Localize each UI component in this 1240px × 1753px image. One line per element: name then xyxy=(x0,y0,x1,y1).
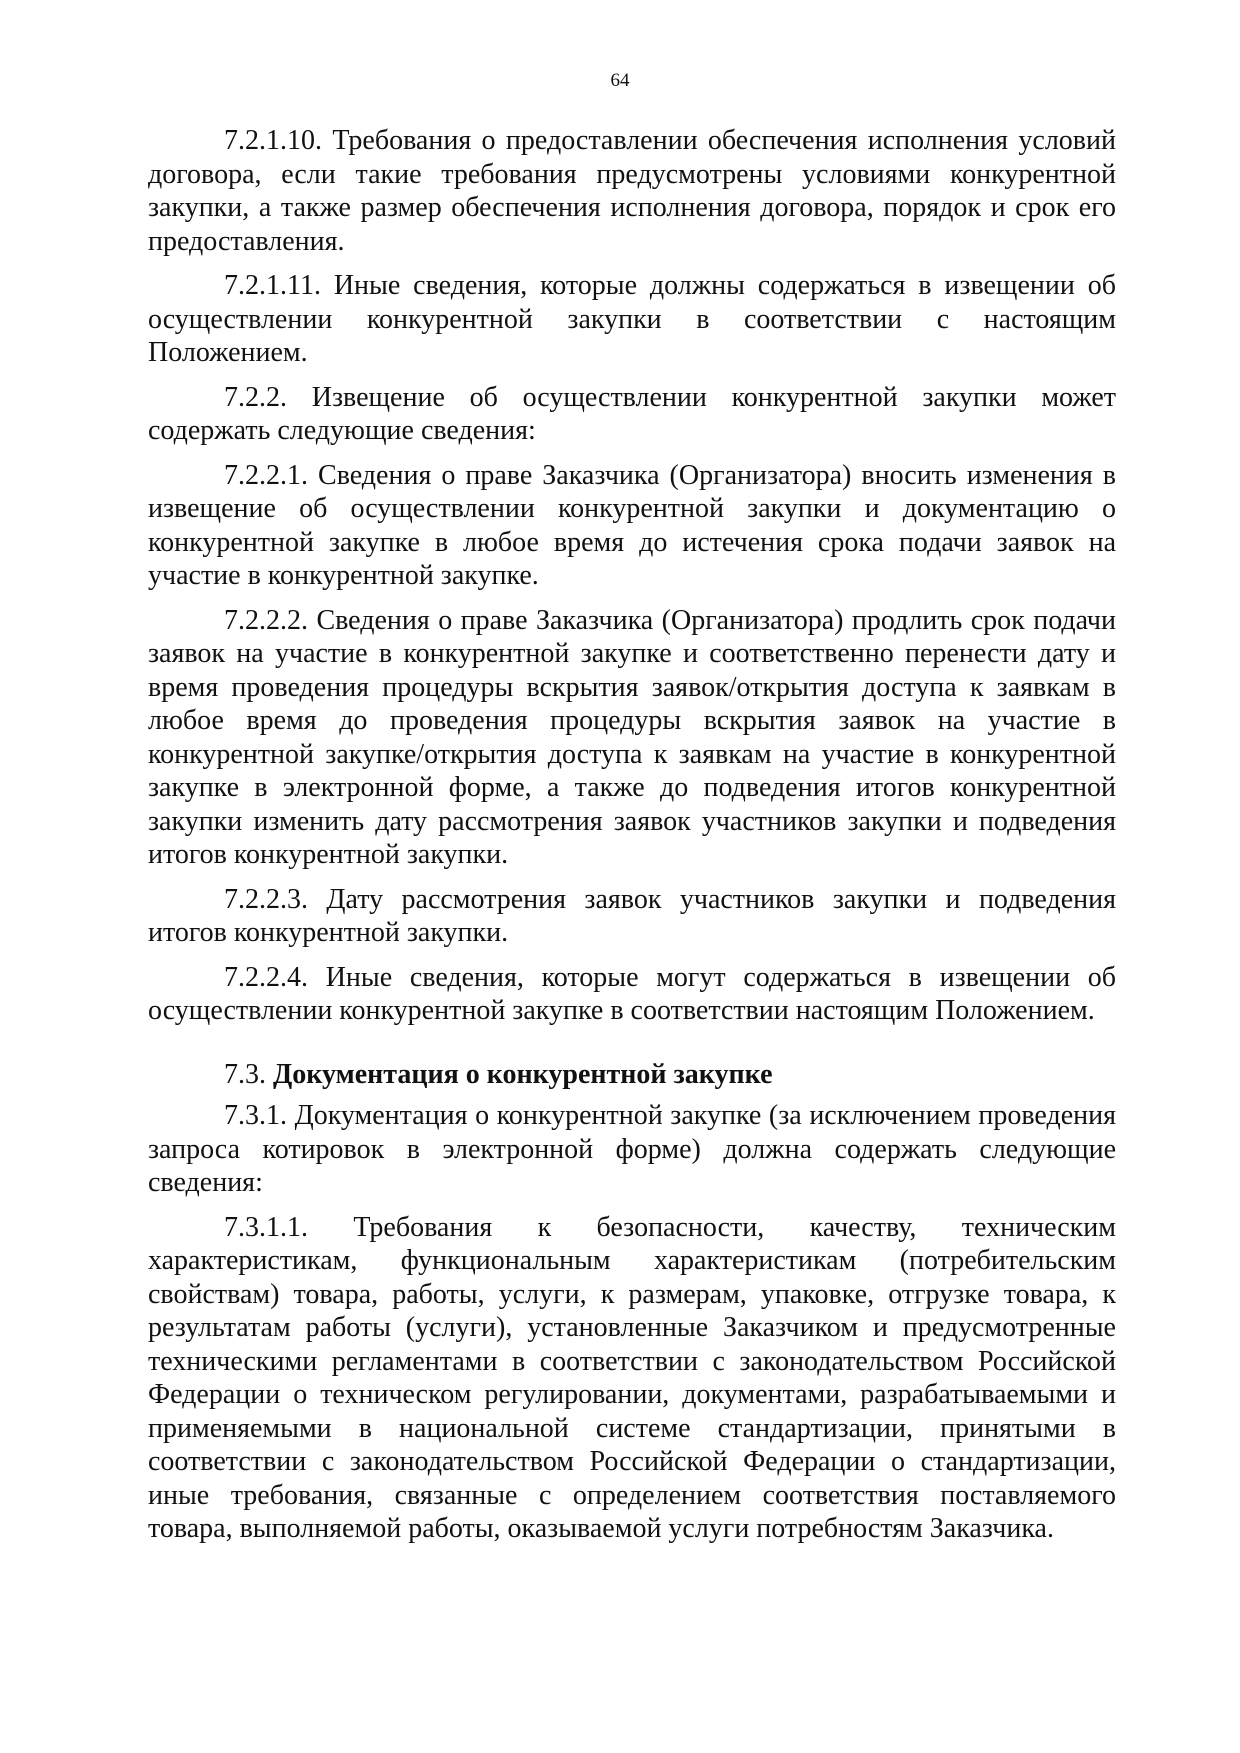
paragraph-7-2-2-4: 7.2.2.4. Иные сведения, которые могут содержаться в извещении об осуществлении конкурентной закупке в соответствии настоящим Положением. xyxy=(148,961,1116,1026)
section-number: 7.3. xyxy=(224,1058,266,1090)
paragraph-7-2-2-1: 7.2.2.1. Сведения о праве Заказчика (Организатора) вносить изменения в извещение об осуществлении конкурентной закупки и документацию о конкурентной закупке в любое время до истечения срока подачи заявок на участие в конкурентной закупке. xyxy=(148,459,1116,591)
section-title: Документация о конкурентной закупке xyxy=(273,1058,773,1090)
paragraph-7-2-2: 7.2.2. Извещение об осуществлении конкурентной закупки может содержать следующие сведения: xyxy=(148,381,1116,446)
paragraph-7-2-1-11: 7.2.1.11. Иные сведения, которые должны содержаться в извещении об осуществлении конкурентной закупки в соответствии с настоящим Положением. xyxy=(148,270,1116,368)
paragraph-7-3-1: 7.3.1. Документация о конкурентной закупке (за исключением проведения запроса котировок в электронной форме) должна содержать следующие сведения: xyxy=(148,1100,1116,1198)
paragraph-7-2-2-2: 7.2.2.2. Сведения о праве Заказчика (Организатора) продлить срок подачи заявок на участие в конкурентной закупке и соответственно перенести дату и время проведения процедуры вскрытия заявок/открытия доступа к заявкам в любое время до проведения процедуры вскрытия заявок на участие в конкурентной закупке/открытия доступа к заявкам на участие в конкурентной закупке в электронной форме, а также до подведения итогов конкурентной закупки изменить дату рассмотрения заявок участников закупки и подведения итогов конкурентной закупки. xyxy=(148,604,1116,870)
paragraph-7-2-1-10: 7.2.1.10. Требования о предоставлении обеспечения исполнения условий договора, если такие требования предусмотрены условиями конкурентной закупки, а также размер обеспечения исполнения договора, порядок и срок его предоставления. xyxy=(148,125,1116,257)
paragraph-7-2-2-3: 7.2.2.3. Дату рассмотрения заявок участников закупки и подведения итогов конкурентной закупки. xyxy=(148,883,1116,948)
section-heading-7-3 xyxy=(148,1058,1116,1092)
paragraph-7-3-1-1: 7.3.1.1. Требования к безопасности, качеству, техническим характеристикам, функциональным характеристикам (потребительским свойствам) товара, работы, услуги, к размерам, упаковке, отгрузке товара, к результатам работы (услуги), установленные Заказчиком и предусмотренные техническими регламентами в соответствии с законодательством Российской Федерации о техническом регулировании, документами, разрабатываемыми и применяемыми в национальной системе стандартизации, принятыми в соответствии с законодательством Российской Федерации о стандартизации, иные требования, связанные с определением соответствия поставляемого товара, выполняемой работы, оказываемой услуги потребностям Заказчика. xyxy=(148,1211,1116,1544)
page-number: 64 xyxy=(610,70,630,91)
document-body xyxy=(148,124,1116,1557)
